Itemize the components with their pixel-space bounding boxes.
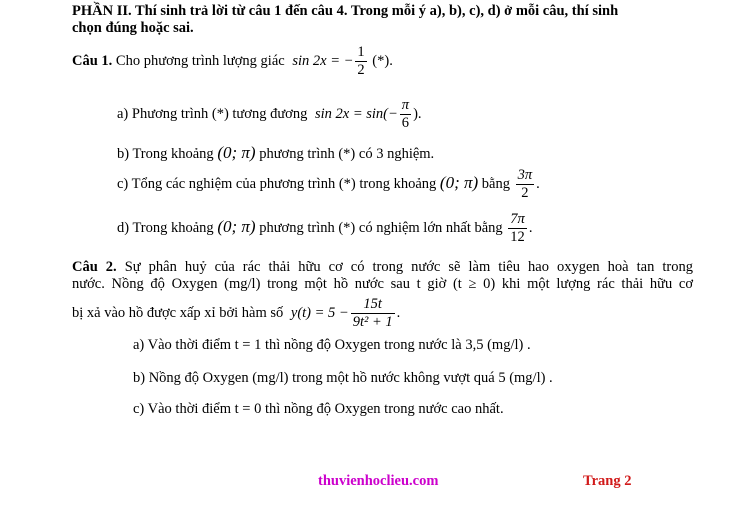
question-1-intro: Cho phương trình lượng giác <box>115 53 285 70</box>
question-1-label: Câu 1. <box>72 53 113 70</box>
option-a-text: a) Phương trình (*) tương đương <box>117 106 308 123</box>
option-d-fraction <box>508 212 527 245</box>
function-end: . <box>396 305 401 322</box>
option-a-math-lhs: sin 2x = sin(− <box>314 106 398 123</box>
question-2-option-a: a) Vào thời điểm t = 1 thì nồng độ Oxygen trong nước là 3,5 (mg/l) . <box>133 337 531 353</box>
fraction-numerator: 1 <box>355 45 366 62</box>
fraction-denominator: 2 <box>357 62 365 79</box>
option-a-fraction <box>400 98 411 131</box>
option-c-mid: bằng <box>481 176 510 193</box>
question-2-label: Câu 2. <box>72 259 117 275</box>
question-2-line-1 <box>72 258 693 276</box>
section-heading: PHẦN II. Thí sinh trả lời từ câu 1 đến câu 4. Trong mỗi ý a), b), c), d) ở mỗi câu, thí sinh <box>72 3 619 19</box>
fraction-numerator: π <box>400 98 411 115</box>
option-d-interval: (0; π) <box>217 217 256 237</box>
option-c-interval: (0; π) <box>439 173 479 193</box>
question-1-option-d <box>117 212 532 245</box>
fraction-denominator: 2 <box>521 185 529 202</box>
option-b-post: phương trình (*) có 3 nghiệm. <box>259 146 435 162</box>
fraction-denominator: 9t² + 1 <box>352 314 393 331</box>
question-1-option-a <box>117 98 422 131</box>
question-1-option-c <box>117 168 540 201</box>
question-2-line-3 <box>72 297 400 330</box>
footer-site-link[interactable]: thuvienhoclieu.com <box>318 473 439 489</box>
footer-page-number: Trang 2 <box>583 473 632 489</box>
question-2-option-c: c) Vào thời điểm t = 0 thì nồng độ Oxygen trong nước cao nhất. <box>133 401 504 417</box>
question-1-option-b <box>117 142 434 163</box>
option-b-interval: (0; π) <box>217 143 256 162</box>
question-2-option-b: b) Nồng độ Oxygen (mg/l) trong một hồ nước không vượt quá 5 (mg/l) . <box>133 370 553 386</box>
function-lhs: y(t) = 5 − <box>290 305 349 322</box>
question-1-eq-tag: (*). <box>372 53 393 70</box>
option-c-fraction <box>516 168 535 201</box>
question-2-line-1-text: Sự phân huỷ của rác thải hữu cơ có trong nước sẽ làm tiêu hao oxygen hoà tan trong <box>124 259 693 275</box>
option-d-mid: phương trình (*) có nghiệm lớn nhất bằng <box>259 220 503 237</box>
fraction-numerator: 3π <box>516 168 535 185</box>
question-1-eq-lhs: sin 2x = − <box>292 53 354 70</box>
option-d-end: . <box>528 220 533 237</box>
question-1-eq-fraction <box>355 45 366 78</box>
option-c-end: . <box>536 176 540 193</box>
question-1-stem <box>72 45 393 78</box>
fraction-denominator: 6 <box>401 115 410 132</box>
question-2-line-3-text: bị xả vào hồ được xấp xỉ bởi hàm số <box>72 305 284 322</box>
option-b-pre: b) Trong khoảng <box>117 146 214 162</box>
option-a-math-rhs: ). <box>413 106 422 123</box>
section-heading-continued: chọn đúng hoặc sai. <box>72 20 194 36</box>
option-c-pre: c) Tổng các nghiệm của phương trình (*) trong khoảng <box>117 176 437 193</box>
question-2-line-2: nước. Nồng độ Oxygen (mg/l) trong một hồ nước sau t giờ (t ≥ 0) khi một lượng rác thải hữu cơ <box>72 276 693 292</box>
fraction-denominator: 12 <box>510 229 525 246</box>
fraction-numerator: 15t <box>351 297 395 314</box>
fraction-numerator: 7π <box>508 212 527 229</box>
option-d-pre: d) Trong khoảng <box>117 220 214 237</box>
function-fraction <box>351 297 395 330</box>
